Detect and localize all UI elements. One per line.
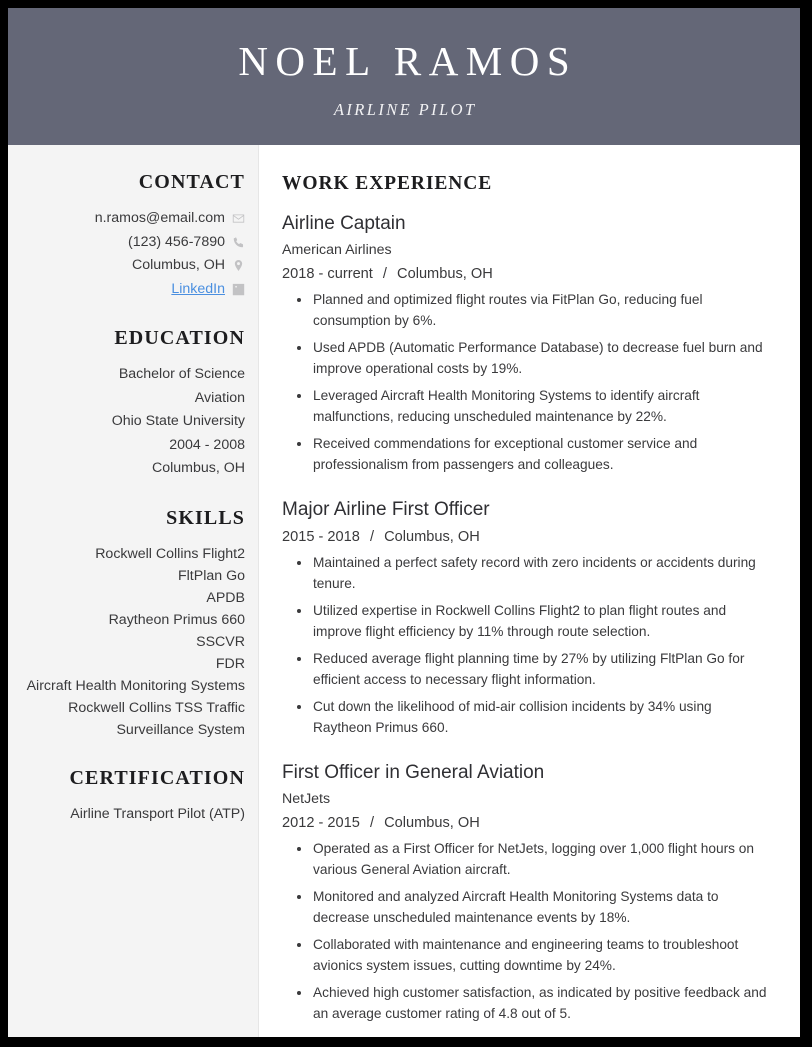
job-entry [282, 211, 770, 475]
contact-item-phone[interactable] [22, 231, 245, 255]
job-bullet: Leveraged Aircraft Health Monitoring Systems to identify aircraft malfunctions, reducing unscheduled maintenance by 22%. [296, 386, 770, 427]
work-experience-column [259, 145, 800, 1037]
education-school: Ohio State University [111, 413, 245, 429]
job-bullet: Maintained a perfect safety record with zero incidents or accidents during tenure. [296, 553, 770, 594]
job-bullet: Cut down the likelihood of mid-air collision incidents by 34% using Raytheon Primus 660. [296, 697, 770, 738]
contact-phone-text: (123) 456-7890 [127, 233, 225, 250]
job-bullet: Planned and optimized flight routes via FitPlan Go, reducing fuel consumption by 6%. [296, 290, 770, 331]
skill-item: Raytheon Primus 660 [108, 611, 245, 628]
education-dates: 2004 - 2008 [169, 436, 245, 453]
job-bullet: Reduced average flight planning time by 27% by utilizing FltPlan Go for efficient access to necessary flight information. [296, 649, 770, 690]
contact-linkedin-link[interactable]: LinkedIn [171, 280, 225, 297]
job-title: First Officer in General Aviation [282, 762, 545, 783]
job-meta-separator: / [382, 266, 387, 282]
education-field: Aviation [194, 389, 245, 406]
resume-sidebar [8, 145, 259, 1037]
education-heading: EDUCATION [114, 327, 245, 349]
certification-item: Airline Transport Pilot (ATP) [70, 805, 245, 822]
skill-item: FDR [215, 655, 245, 672]
job-bullets [282, 290, 770, 475]
candidate-job-title: AIRLINE PILOT [333, 99, 477, 119]
skills-heading: SKILLS [166, 506, 245, 529]
resume-page [8, 8, 800, 1037]
job-bullet: Collaborated with maintenance and engineering teams to troubleshoot avionics system issues, cutting downtime by 24%. [296, 935, 770, 976]
job-meta-separator: / [369, 815, 375, 831]
candidate-name: NOEL RAMOS [238, 38, 578, 85]
work-experience-heading: WORK EXPERIENCE [282, 173, 493, 194]
job-bullet: Utilized expertise in Rockwell Collins Flight2 to plan flight routes and improve flight efficiency by 11% through route selection. [296, 601, 770, 642]
phone-icon [232, 236, 245, 249]
skill-item: APDB [206, 589, 245, 606]
skill-item: Rockwell Collins Flight2 [95, 545, 245, 562]
contact-location-text: Columbus, OH [131, 257, 225, 273]
job-company: NetJets [282, 791, 331, 807]
skills-section [22, 507, 245, 741]
skill-item: SSCVR [196, 633, 245, 650]
job-entry [282, 760, 770, 1024]
certification-heading: CERTIFICATION [69, 766, 245, 789]
education-location: Columbus, OH [151, 460, 245, 476]
job-bullet: Received commendations for exceptional customer service and professionalism from passengers and colleagues. [296, 434, 770, 475]
skill-item: FltPlan Go [177, 567, 245, 584]
job-entry [282, 497, 770, 738]
skill-item: Rockwell Collins TSS Traffic Surveillance System [68, 699, 245, 738]
job-bullets [282, 553, 770, 738]
job-title: Airline Captain [282, 213, 406, 234]
contact-item-linkedin[interactable] [22, 278, 245, 302]
job-bullet: Used APDB (Automatic Performance Database) to decrease fuel burn and improve operational costs by 19%. [296, 338, 770, 379]
job-meta [282, 812, 770, 834]
job-location: Columbus, OH [384, 815, 480, 831]
contact-email-text: n.ramos@email.com [94, 210, 225, 226]
resume-body [8, 145, 800, 1037]
envelope-icon [232, 212, 245, 225]
job-dates: 2012 - 2015 [282, 815, 360, 831]
job-dates: 2018 - current [282, 266, 373, 282]
job-title: Major Airline First Officer [282, 499, 490, 520]
job-bullets [282, 839, 770, 1024]
contact-item-email[interactable] [22, 207, 245, 231]
contact-heading: CONTACT [138, 171, 245, 193]
job-location: Columbus, OH [397, 266, 493, 282]
education-degree: Bachelor of Science [118, 366, 245, 382]
job-location: Columbus, OH [384, 529, 480, 545]
job-bullet: Operated as a First Officer for NetJets, logging over 1,000 flight hours on various General Aviation aircraft. [296, 839, 770, 880]
contact-item-location[interactable] [22, 254, 245, 278]
job-company: American Airlines [282, 242, 392, 258]
job-meta [282, 526, 770, 548]
contact-section [22, 171, 245, 301]
location-pin-icon [232, 259, 245, 272]
job-meta-separator: / [369, 529, 375, 545]
job-bullet: Achieved high customer satisfaction, as indicated by positive feedback and an average customer rating of 4.8 out of 5. [296, 983, 770, 1024]
linkedin-icon [232, 283, 245, 296]
job-meta [282, 263, 770, 285]
skill-item: Aircraft Health Monitoring Systems [26, 677, 245, 694]
job-bullet: Monitored and analyzed Aircraft Health Monitoring Systems data to decrease unscheduled maintenance events by 18%. [296, 887, 770, 928]
education-section [22, 327, 245, 481]
job-dates: 2015 - 2018 [282, 529, 360, 545]
resume-header-banner [8, 8, 800, 145]
certification-section [22, 767, 245, 827]
